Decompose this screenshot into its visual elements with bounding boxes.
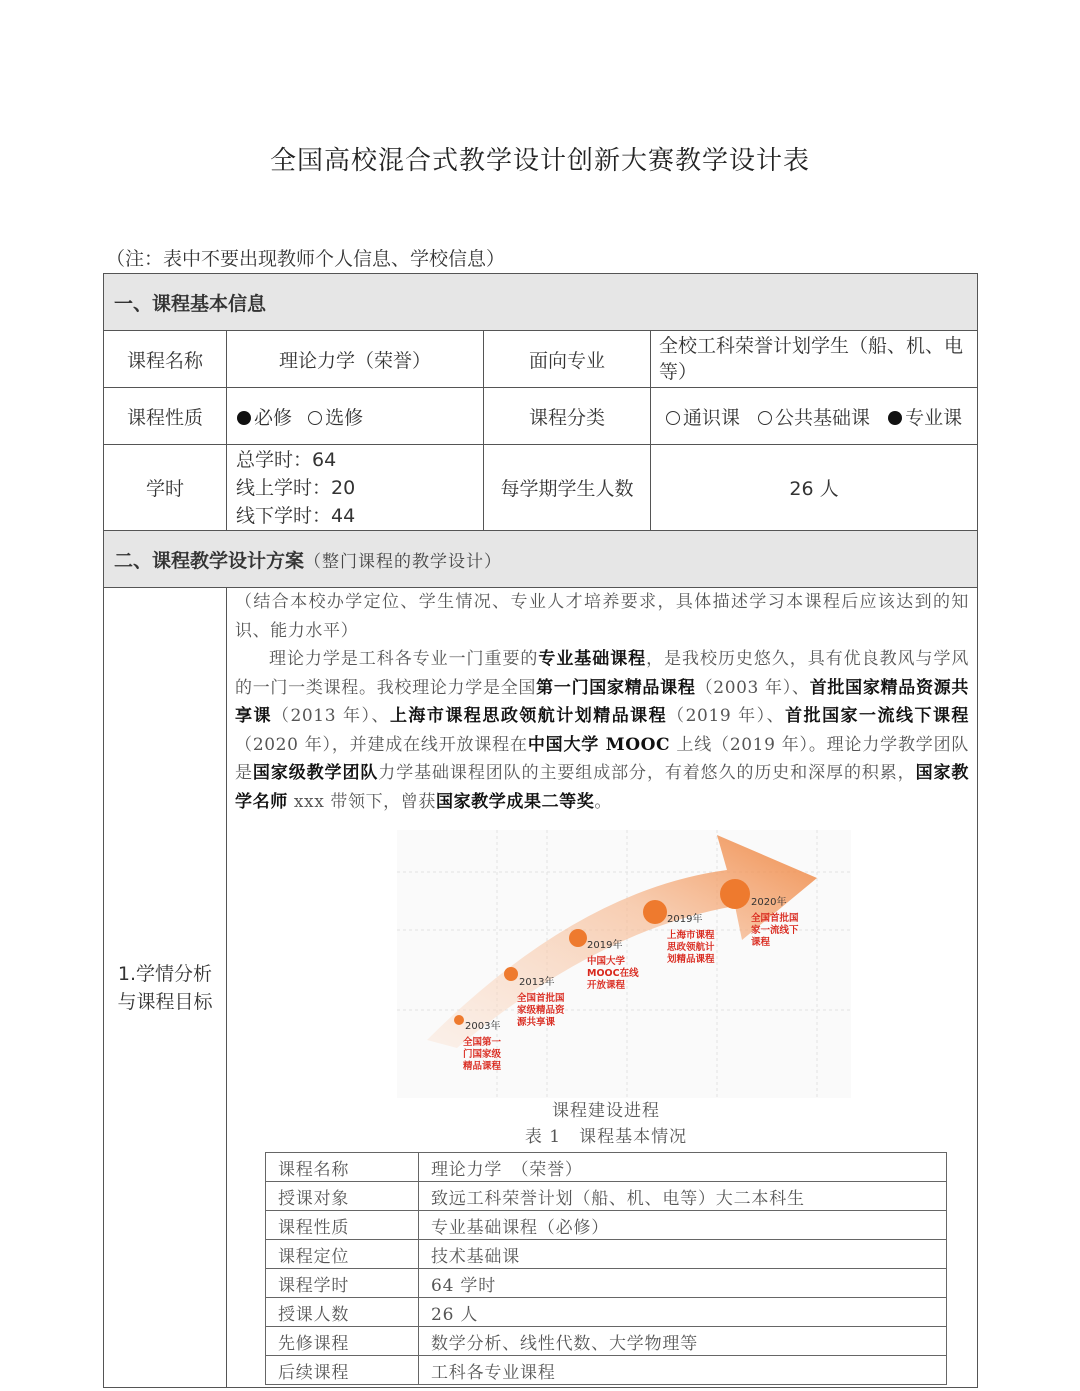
nature-label: 课程性质 xyxy=(104,388,227,445)
table-value: 工科各专业课程 xyxy=(419,1356,947,1385)
filled-circle-icon xyxy=(237,411,251,425)
course-name-value: 理论力学（荣誉） xyxy=(227,331,484,388)
cat-general: 通识课 xyxy=(682,406,740,429)
figure-caption: 课程建设进程 xyxy=(552,1101,660,1121)
milestone-label: 家级精品资 xyxy=(517,1005,565,1016)
design-table xyxy=(103,273,978,1388)
milestone-year: 2020年 xyxy=(751,897,787,908)
nature-options xyxy=(227,388,484,445)
table-value: 64 学时 xyxy=(419,1269,947,1298)
empty-circle-icon xyxy=(666,411,680,425)
category-options xyxy=(651,388,978,445)
filled-circle-icon xyxy=(888,411,902,425)
row-label-analysis: 1.学情分析与课程目标 xyxy=(104,588,227,1388)
milestone-label: 精品课程 xyxy=(463,1061,502,1072)
table-key: 授课人数 xyxy=(266,1298,419,1327)
milestone-label: 全国首批国 xyxy=(751,913,799,924)
table-row xyxy=(266,1182,947,1211)
hours-values xyxy=(227,445,484,531)
milestone-label: 划精品课程 xyxy=(667,954,715,965)
milestone-label: 全国第一 xyxy=(463,1037,502,1048)
course-name-label: 课程名称 xyxy=(104,331,227,388)
table-key: 课程名称 xyxy=(266,1153,419,1182)
table-value: 致远工科荣誉计划（船、机、电等）大二本科生 xyxy=(419,1182,947,1211)
hours-total: 总学时：64 xyxy=(236,448,337,471)
table-row xyxy=(266,1153,947,1182)
milestone-year: 2019年 xyxy=(587,940,623,951)
milestone-label: 课程 xyxy=(751,937,771,948)
milestone-dot xyxy=(454,1015,464,1025)
document-title: 全国高校混合式教学设计创新大赛教学设计表 xyxy=(269,146,810,176)
table-value: 专业基础课程（必修） xyxy=(419,1211,947,1240)
section2-heading-sub: （整门课程的教学设计） xyxy=(304,551,503,572)
hint-text: （结合本校办学定位、学生情况、专业人才培养要求，具体描述学习本课程后应该达到的知识、能力水平） xyxy=(235,592,970,641)
students-label: 每学期学生人数 xyxy=(484,445,651,531)
table-key: 课程定位 xyxy=(266,1240,419,1269)
empty-circle-icon xyxy=(758,411,772,425)
intro-paragraph: 理论力学是工科各专业一门重要的专业基础课程，是我校历史悠久，具有优良教风与学风的一门一类课程。我校理论力学是全国第一门国家精品课程（2003 年）、首批国家精品资源共享课（2013 年）、上海市课程思政领航计划精品课程（2019 年）、首批国家一流线下课程（2020 年），并建成在线开放课程在中国大学 MOOC 上线（2019 年）。理论力学教学团队是国家级教学团队力学基础课程团队的主要组成部分，有着悠久的历史和深厚的积累，国家教学名师 xxx 带领下，曾获国家教学成果二等奖。 xyxy=(235,649,970,812)
course-info-table xyxy=(265,1152,947,1385)
table-key: 授课对象 xyxy=(266,1182,419,1211)
milestone-label: MOOC在线 xyxy=(587,968,639,979)
table-row xyxy=(266,1240,947,1269)
hours-online: 线上学时：20 xyxy=(236,476,356,499)
major-label: 面向专业 xyxy=(484,331,651,388)
milestone-dot xyxy=(504,967,518,981)
table-row xyxy=(266,1298,947,1327)
table-row xyxy=(266,1356,947,1385)
timeline-graphic xyxy=(397,830,851,1098)
nature-elective: 选修 xyxy=(325,406,364,429)
milestone-label: 全国首批国 xyxy=(517,993,565,1004)
table-row xyxy=(266,1269,947,1298)
milestone-label: 开放课程 xyxy=(587,980,626,991)
students-value: 26 人 xyxy=(651,445,978,531)
table-value: 26 人 xyxy=(419,1298,947,1327)
milestone-year: 2019年 xyxy=(667,914,703,925)
milestone-label: 上海市课程 xyxy=(667,930,715,941)
section2-heading xyxy=(104,531,978,588)
milestone-year: 2003年 xyxy=(465,1021,501,1032)
milestone-label: 中国大学 xyxy=(587,956,626,967)
table-row xyxy=(266,1211,947,1240)
milestone-label: 门国家级 xyxy=(463,1049,502,1060)
section2-heading-text: 二、课程教学设计方案 xyxy=(114,549,305,572)
milestone-dot xyxy=(643,900,667,924)
milestone-year: 2013年 xyxy=(519,977,555,988)
nature-required: 必修 xyxy=(254,406,293,429)
table-caption: 表 1 课程基本情况 xyxy=(524,1127,688,1147)
cat-public: 公共基础课 xyxy=(775,406,871,429)
table-value: 技术基础课 xyxy=(419,1240,947,1269)
table-key: 课程性质 xyxy=(266,1211,419,1240)
category-label: 课程分类 xyxy=(484,388,651,445)
table-value: 理论力学 （荣誉） xyxy=(419,1153,947,1182)
analysis-content xyxy=(227,588,978,1388)
milestone-dot xyxy=(569,929,587,947)
note-text: （注：表中不要出现教师个人信息、学校信息） xyxy=(106,248,506,270)
table-key: 先修课程 xyxy=(266,1327,419,1356)
table-key: 后续课程 xyxy=(266,1356,419,1385)
milestone-label: 源共享课 xyxy=(517,1017,556,1028)
milestone-label: 思政领航计 xyxy=(667,942,715,953)
table-row xyxy=(266,1327,947,1356)
milestone-dot xyxy=(720,879,750,909)
cat-major: 专业课 xyxy=(905,406,963,429)
hours-offline: 线下学时：44 xyxy=(236,504,356,527)
timeline-figure xyxy=(397,830,851,1098)
empty-circle-icon xyxy=(308,411,322,425)
table-value: 数学分析、线性代数、大学物理等 xyxy=(419,1327,947,1356)
major-value: 全校工科荣誉计划学生（船、机、电等） xyxy=(651,331,978,388)
section1-heading: 一、课程基本信息 xyxy=(104,274,978,331)
table-key: 课程学时 xyxy=(266,1269,419,1298)
milestone-label: 家一流线下 xyxy=(751,925,799,936)
hours-label: 学时 xyxy=(104,445,227,531)
